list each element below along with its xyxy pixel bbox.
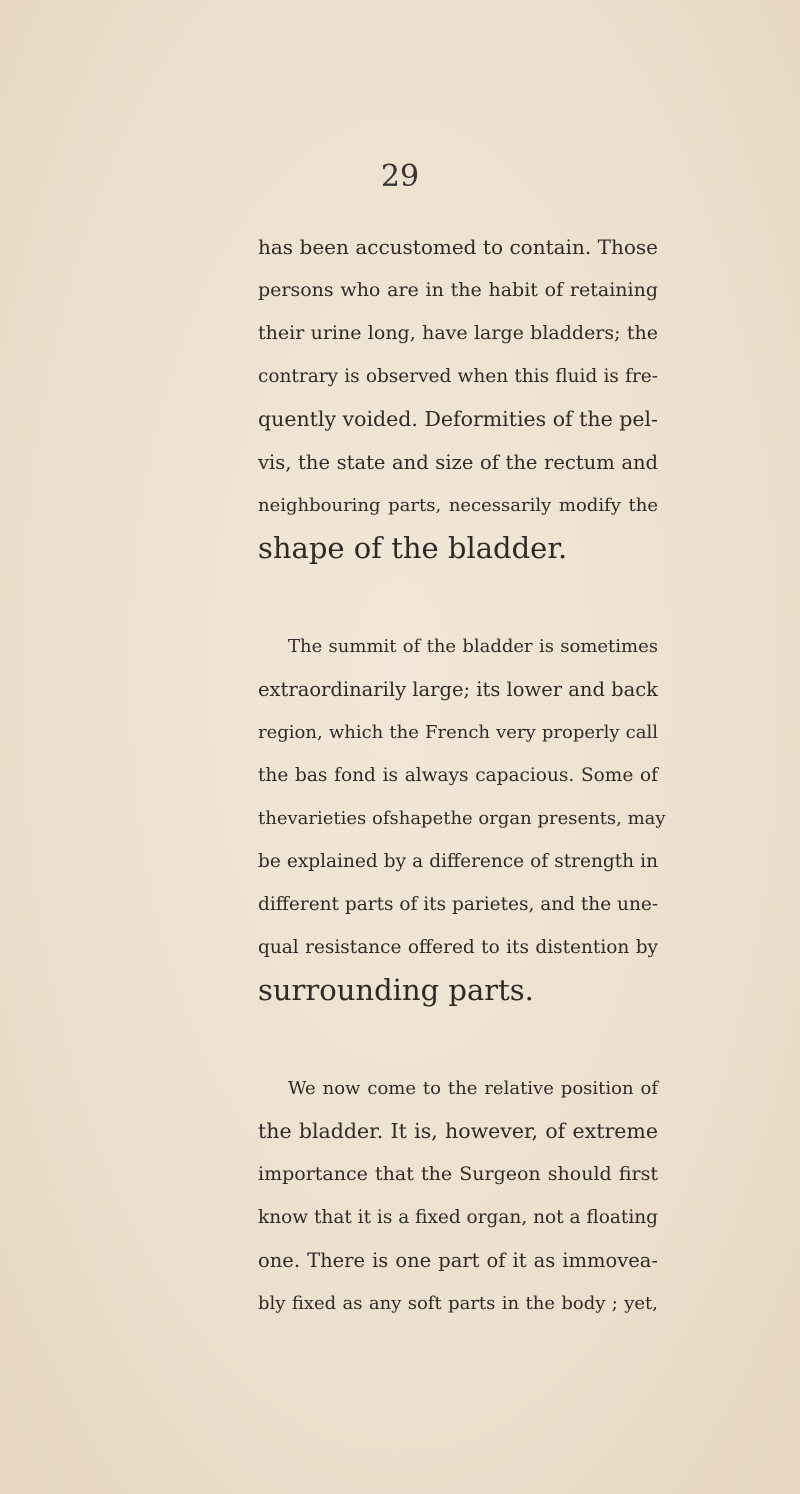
- text-line: shape of the bladder.: [258, 531, 568, 565]
- text-line: their urine long, have large bladders; the: [258, 322, 658, 344]
- text-line: importance that the Surgeon should first: [258, 1163, 658, 1185]
- text-line: different parts of its parietes, and the une-: [258, 894, 659, 915]
- paragraph-3: [258, 1067, 658, 1325]
- text-line: extraordinarily large; its lower and back: [258, 678, 658, 701]
- text-line: quently voided. Deformities of the pel-: [258, 407, 658, 431]
- page-number: 29: [380, 159, 420, 194]
- text-line: one. There is one part of it as immovea-: [258, 1249, 658, 1272]
- text-line: vis, the state and size of the rectum and: [258, 451, 658, 474]
- paragraph-1: [258, 226, 658, 570]
- text-line: thevarieties ofshapethe organ presents, may: [258, 808, 666, 829]
- text-line: persons who are in the habit of retaining: [258, 279, 658, 301]
- paragraph-2: [258, 625, 666, 1012]
- text-line: be explained by a difference of strength in: [258, 851, 658, 872]
- text-line: neighbouring parts, necessarily modify the: [258, 495, 658, 516]
- text-line: has been accustomed to contain. Those: [258, 235, 658, 259]
- text-line: qual resistance offered to its distention by: [258, 937, 658, 958]
- text-line: contrary is observed when this fluid is fre-: [258, 366, 658, 387]
- body-text: [258, 226, 666, 1325]
- text-line: bly fixed as any soft parts in the body ; yet,: [258, 1293, 658, 1314]
- text-line: the bladder. It is, however, of extreme: [258, 1119, 658, 1143]
- text-line: The summit of the bladder is sometimes: [288, 636, 658, 657]
- text-line: surrounding parts.: [258, 973, 534, 1007]
- text-line: We now come to the relative position of: [288, 1078, 658, 1099]
- text-line: the bas fond is always capacious. Some of: [258, 765, 658, 786]
- text-line: know that it is a fixed organ, not a floating: [258, 1207, 658, 1228]
- text-line: region, which the French very properly call: [258, 722, 658, 743]
